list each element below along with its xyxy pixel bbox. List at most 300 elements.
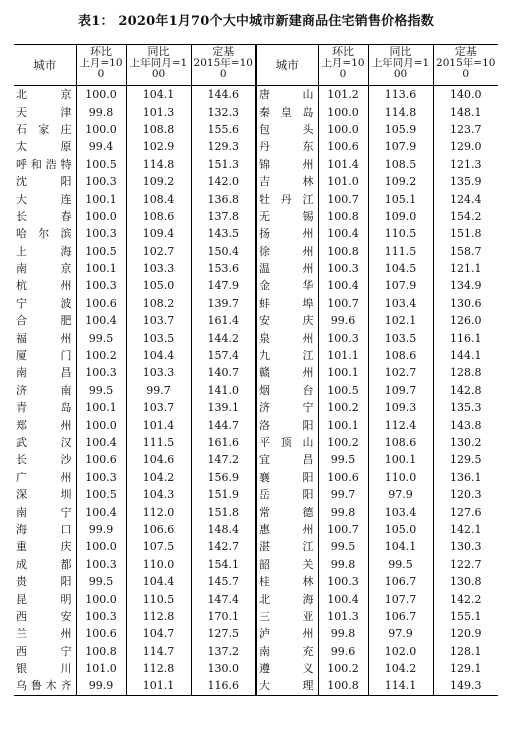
yoy-value-left: 108.8: [126, 121, 191, 138]
table-title: 表1： 2020年1月70个大中城市新建商品住宅销售价格指数: [78, 14, 434, 29]
base-value-left: 116.6: [191, 677, 256, 695]
base-value-right: 121.3: [433, 156, 498, 173]
base-value-left: 142.7: [191, 538, 256, 555]
city-name-left: 郑州: [16, 418, 72, 432]
yoy-value-left: 101.1: [126, 677, 191, 695]
city-name-left: 合肥: [16, 314, 72, 328]
table-row: [14, 243, 498, 260]
yoy-value-right: 109.0: [368, 208, 433, 225]
city-name-right: 惠州: [256, 521, 318, 538]
table-row: [14, 138, 498, 155]
mom-value-left: 100.1: [76, 190, 126, 207]
city-name-right: 宜昌: [256, 451, 318, 468]
yoy-value-left: 103.3: [126, 260, 191, 277]
mom-value-right: 100.5: [318, 382, 368, 399]
city-name-right: 襄阳: [256, 469, 318, 486]
mom-value-left: 99.8: [76, 103, 126, 120]
table-row: [14, 469, 498, 486]
city-name-right: 无锡: [256, 208, 318, 225]
mom-value-left: 99.5: [76, 573, 126, 590]
header-yoy-right: 同比: [368, 45, 433, 59]
mom-value-left: 101.0: [76, 660, 126, 677]
table-row: [14, 103, 498, 120]
city-name-left: 成都: [16, 557, 72, 571]
mom-value-right: 100.4: [318, 590, 368, 607]
mom-value-left: 100.3: [76, 469, 126, 486]
base-value-right: 129.5: [433, 451, 498, 468]
city-name-left: 天津: [16, 105, 72, 119]
base-value-left: 148.4: [191, 521, 256, 538]
header-city-right: 城市: [256, 45, 318, 86]
city-name-right: 秦皇岛: [256, 103, 318, 120]
header-mom-sub-right: 上月=100: [318, 58, 368, 86]
city-name-left: 武汉: [16, 436, 72, 449]
mom-value-right: 100.3: [318, 329, 368, 346]
city-name-right: 三亚: [256, 608, 318, 625]
city-name-left: 广州: [16, 470, 72, 484]
yoy-value-right: 108.6: [368, 434, 433, 451]
base-value-right: 128.1: [433, 643, 498, 660]
mom-value-right: 100.1: [318, 364, 368, 381]
table-row: [14, 625, 498, 642]
mom-value-right: 100.8: [318, 243, 368, 260]
city-name-left: 深圳: [16, 488, 72, 502]
yoy-value-right: 109.7: [368, 382, 433, 399]
yoy-value-right: 109.3: [368, 399, 433, 416]
mom-value-left: 100.4: [76, 312, 126, 329]
table-row: [14, 208, 498, 225]
city-name-right: 桂林: [256, 573, 318, 590]
base-value-right: 127.6: [433, 503, 498, 520]
base-value-right: 116.1: [433, 329, 498, 346]
mom-value-right: 101.3: [318, 608, 368, 625]
mom-value-right: 100.2: [318, 399, 368, 416]
mom-value-right: 100.4: [318, 225, 368, 242]
yoy-value-left: 109.2: [126, 173, 191, 190]
city-name-right: 烟台: [256, 382, 318, 399]
yoy-value-right: 102.0: [368, 643, 433, 660]
base-value-left: 153.6: [191, 260, 256, 277]
city-name-left: 南京: [16, 262, 72, 276]
city-name-left: 乌鲁木齐: [14, 677, 76, 695]
yoy-value-left: 102.9: [126, 138, 191, 155]
mom-value-left: 100.0: [76, 416, 126, 433]
table-row: [14, 399, 498, 416]
header-yoy-sub-left: 上年同月=100: [126, 58, 191, 86]
base-value-right: 130.8: [433, 573, 498, 590]
yoy-value-left: 103.7: [126, 312, 191, 329]
yoy-value-left: 112.8: [126, 660, 191, 677]
base-value-right: 151.8: [433, 225, 498, 242]
base-value-right: 148.1: [433, 103, 498, 120]
base-value-right: 121.1: [433, 260, 498, 277]
city-name-right: 金华: [256, 277, 318, 294]
yoy-value-left: 114.8: [126, 156, 191, 173]
city-name-left: 济南: [16, 383, 72, 397]
base-value-left: 157.4: [191, 347, 256, 364]
table-row: [14, 277, 498, 294]
base-value-right: 120.9: [433, 625, 498, 642]
mom-value-right: 101.1: [318, 347, 368, 364]
mom-value-left: 100.0: [76, 86, 126, 104]
city-name-left: 兰州: [16, 627, 72, 641]
mom-value-left: 99.9: [76, 521, 126, 538]
city-name-left: 贵阳: [16, 575, 72, 589]
city-name-right: 九江: [256, 347, 318, 364]
table-row: [14, 156, 498, 173]
table-row: [14, 503, 498, 520]
yoy-value-right: 107.7: [368, 590, 433, 607]
base-value-left: 161.4: [191, 312, 256, 329]
yoy-value-right: 105.9: [368, 121, 433, 138]
mom-value-right: 100.3: [318, 573, 368, 590]
mom-value-right: 100.7: [318, 190, 368, 207]
city-name-left: 石家庄: [16, 122, 72, 136]
yoy-value-left: 108.4: [126, 190, 191, 207]
base-value-left: 143.5: [191, 225, 256, 242]
city-name-right: 泸州: [256, 625, 318, 642]
city-name-right: 遵义: [256, 660, 318, 677]
city-name-left: 太原: [16, 140, 72, 154]
city-name-right: 泉州: [256, 329, 318, 346]
base-value-left: 170.1: [191, 608, 256, 625]
base-value-right: 134.9: [433, 277, 498, 294]
city-name-left: 长沙: [16, 453, 72, 467]
mom-value-left: 100.1: [76, 260, 126, 277]
yoy-value-left: 104.6: [126, 451, 191, 468]
city-name-right: 唐山: [256, 86, 318, 104]
mom-value-right: 100.7: [318, 295, 368, 312]
base-value-left: 161.6: [191, 434, 256, 451]
mom-value-right: 99.8: [318, 556, 368, 573]
base-value-left: 127.5: [191, 625, 256, 642]
city-name-left: 南宁: [16, 505, 72, 519]
table-row: [14, 573, 498, 590]
base-value-left: 129.3: [191, 138, 256, 155]
mom-value-right: 100.7: [318, 521, 368, 538]
city-name-left: 昆明: [16, 592, 72, 606]
yoy-value-left: 108.2: [126, 295, 191, 312]
city-name-right: 包头: [256, 121, 318, 138]
yoy-value-left: 104.2: [126, 469, 191, 486]
city-name-right: 丹东: [256, 138, 318, 155]
yoy-value-right: 111.5: [368, 243, 433, 260]
base-value-right: 149.3: [433, 677, 498, 695]
base-value-right: 130.2: [433, 434, 498, 451]
base-value-left: 151.3: [191, 156, 256, 173]
mom-value-left: 100.3: [76, 608, 126, 625]
table-row: [14, 521, 498, 538]
city-name-right: 徐州: [256, 243, 318, 260]
city-name-right: 南充: [256, 643, 318, 660]
city-name-right: 温州: [256, 260, 318, 277]
table-row: [14, 312, 498, 329]
base-value-left: 151.8: [191, 503, 256, 520]
mom-value-right: 100.2: [318, 660, 368, 677]
mom-value-left: 100.6: [76, 625, 126, 642]
yoy-value-right: 108.5: [368, 156, 433, 173]
mom-value-left: 100.6: [76, 295, 126, 312]
yoy-value-left: 110.0: [126, 556, 191, 573]
city-name-right: 安庆: [256, 312, 318, 329]
header-yoy-sub-right: 上年同月=100: [368, 58, 433, 86]
mom-value-right: 100.1: [318, 416, 368, 433]
mom-value-right: 99.8: [318, 625, 368, 642]
header-mom-left: 环比: [76, 45, 126, 59]
mom-value-left: 100.8: [76, 643, 126, 660]
mom-value-left: 100.3: [76, 225, 126, 242]
yoy-value-right: 106.7: [368, 608, 433, 625]
city-name-right: 济宁: [256, 399, 318, 416]
yoy-value-right: 114.8: [368, 103, 433, 120]
city-name-right: 扬州: [256, 225, 318, 242]
base-value-left: 154.1: [191, 556, 256, 573]
yoy-value-left: 108.6: [126, 208, 191, 225]
yoy-value-left: 104.7: [126, 625, 191, 642]
base-value-left: 156.9: [191, 469, 256, 486]
base-value-left: 147.2: [191, 451, 256, 468]
mom-value-left: 99.5: [76, 382, 126, 399]
yoy-value-left: 107.5: [126, 538, 191, 555]
base-value-right: 155.1: [433, 608, 498, 625]
base-value-right: 142.8: [433, 382, 498, 399]
city-name-left: 西宁: [16, 644, 72, 658]
yoy-value-left: 112.0: [126, 503, 191, 520]
yoy-value-left: 104.4: [126, 347, 191, 364]
mom-value-right: 99.7: [318, 486, 368, 503]
mom-value-left: 100.4: [76, 434, 126, 451]
base-value-left: 141.0: [191, 382, 256, 399]
base-value-right: 130.6: [433, 295, 498, 312]
base-value-left: 155.6: [191, 121, 256, 138]
header-yoy-left: 同比: [126, 45, 191, 59]
base-value-left: 137.8: [191, 208, 256, 225]
yoy-value-left: 105.0: [126, 277, 191, 294]
yoy-value-left: 104.3: [126, 486, 191, 503]
table-row: [14, 434, 498, 451]
yoy-value-right: 112.4: [368, 416, 433, 433]
yoy-value-right: 100.1: [368, 451, 433, 468]
yoy-value-left: 110.5: [126, 590, 191, 607]
yoy-value-right: 102.1: [368, 312, 433, 329]
base-value-right: 142.2: [433, 590, 498, 607]
mom-value-left: 100.0: [76, 121, 126, 138]
base-value-right: 142.1: [433, 521, 498, 538]
city-name-right: 韶关: [256, 556, 318, 573]
mom-value-left: 100.5: [76, 243, 126, 260]
city-name-left: 沈阳: [16, 175, 72, 189]
city-name-left: 银川: [16, 662, 72, 676]
yoy-value-left: 101.3: [126, 103, 191, 120]
city-name-left: 杭州: [16, 279, 72, 293]
mom-value-left: 100.3: [76, 277, 126, 294]
table-row: [14, 347, 498, 364]
mom-value-left: 100.5: [76, 486, 126, 503]
yoy-value-right: 99.5: [368, 556, 433, 573]
table-row: [14, 416, 498, 433]
yoy-value-left: 99.7: [126, 382, 191, 399]
mom-value-left: 100.0: [76, 208, 126, 225]
base-value-left: 144.7: [191, 416, 256, 433]
city-name-right: 湛江: [256, 538, 318, 555]
city-name-right: 牡丹江: [256, 190, 318, 207]
city-name-left: 上海: [16, 244, 72, 258]
mom-value-left: 100.3: [76, 173, 126, 190]
header-base-right: 定基: [433, 45, 498, 59]
mom-value-right: 100.0: [318, 103, 368, 120]
yoy-value-left: 104.1: [126, 86, 191, 104]
yoy-value-left: 104.4: [126, 573, 191, 590]
city-name-left: 长春: [16, 209, 72, 223]
base-value-right: 124.4: [433, 190, 498, 207]
price-index-table: [14, 44, 498, 696]
base-value-left: 145.7: [191, 573, 256, 590]
base-value-right: 129.1: [433, 660, 498, 677]
base-value-right: 143.8: [433, 416, 498, 433]
city-name-left: 呼和浩特: [16, 157, 72, 171]
base-value-left: 137.2: [191, 643, 256, 660]
mom-value-right: 100.8: [318, 208, 368, 225]
table-row: [14, 382, 498, 399]
base-value-left: 142.0: [191, 173, 256, 190]
yoy-value-right: 107.9: [368, 138, 433, 155]
table-row: [14, 451, 498, 468]
yoy-value-right: 109.2: [368, 173, 433, 190]
table-row: [14, 556, 498, 573]
table-row: [14, 329, 498, 346]
base-value-left: 140.7: [191, 364, 256, 381]
mom-value-left: 100.3: [76, 556, 126, 573]
base-value-left: 144.6: [191, 86, 256, 104]
mom-value-left: 100.6: [76, 451, 126, 468]
mom-value-right: 100.0: [318, 121, 368, 138]
yoy-value-right: 104.2: [368, 660, 433, 677]
header-mom-sub-left: 上月=100: [76, 58, 126, 86]
city-name-left: 福州: [16, 331, 72, 345]
header-mom-right: 环比: [318, 45, 368, 59]
mom-value-right: 100.4: [318, 277, 368, 294]
mom-value-left: 100.0: [76, 538, 126, 555]
yoy-value-right: 104.1: [368, 538, 433, 555]
base-value-left: 139.7: [191, 295, 256, 312]
table-row: [14, 173, 498, 190]
yoy-value-right: 105.0: [368, 521, 433, 538]
mom-value-right: 100.2: [318, 434, 368, 451]
mom-value-right: 101.2: [318, 86, 368, 104]
mom-value-left: 100.1: [76, 399, 126, 416]
mom-value-right: 100.3: [318, 260, 368, 277]
table-row: [14, 486, 498, 503]
city-name-right: 岳阳: [256, 486, 318, 503]
mom-value-left: 100.3: [76, 364, 126, 381]
yoy-value-right: 114.1: [368, 677, 433, 695]
mom-value-left: 99.5: [76, 329, 126, 346]
base-value-left: 139.1: [191, 399, 256, 416]
city-name-left: 哈尔滨: [16, 227, 72, 241]
table-row: [14, 86, 498, 104]
city-name-left: 宁波: [16, 296, 72, 310]
city-name-right: 常德: [256, 503, 318, 520]
yoy-value-right: 108.6: [368, 347, 433, 364]
mom-value-right: 99.5: [318, 451, 368, 468]
base-value-right: 120.3: [433, 486, 498, 503]
base-value-right: 144.1: [433, 347, 498, 364]
base-value-left: 151.9: [191, 486, 256, 503]
city-name-left: 北京: [16, 88, 72, 102]
yoy-value-right: 103.4: [368, 295, 433, 312]
header-base-left: 定基: [191, 45, 256, 59]
city-name-right: 平顶山: [256, 434, 318, 451]
yoy-value-right: 103.4: [368, 503, 433, 520]
yoy-value-left: 103.5: [126, 329, 191, 346]
table-row: [14, 364, 498, 381]
table-row: [14, 590, 498, 607]
table-row: [14, 608, 498, 625]
table-body: [14, 86, 498, 696]
yoy-value-left: 106.6: [126, 521, 191, 538]
city-name-right: 吉林: [256, 173, 318, 190]
yoy-value-left: 102.7: [126, 243, 191, 260]
city-name-left: 厦门: [16, 349, 72, 363]
city-name-right: 赣州: [256, 364, 318, 381]
yoy-value-right: 97.9: [368, 486, 433, 503]
header-city-left: 城市: [14, 45, 76, 86]
city-name-left: 大连: [16, 192, 72, 206]
city-name-left: 西安: [16, 609, 72, 623]
yoy-value-right: 103.5: [368, 329, 433, 346]
mom-value-right: 101.4: [318, 156, 368, 173]
base-value-right: 135.9: [433, 173, 498, 190]
table-row: [14, 295, 498, 312]
base-value-left: 132.3: [191, 103, 256, 120]
city-name-left: 青岛: [16, 401, 72, 415]
yoy-value-left: 111.5: [126, 434, 191, 451]
city-name-left: 南昌: [16, 366, 72, 380]
mom-value-right: 100.8: [318, 677, 368, 695]
mom-value-left: 99.4: [76, 138, 126, 155]
mom-value-right: 100.6: [318, 469, 368, 486]
mom-value-left: 100.2: [76, 347, 126, 364]
yoy-value-left: 109.4: [126, 225, 191, 242]
yoy-value-right: 105.1: [368, 190, 433, 207]
mom-value-right: 99.6: [318, 312, 368, 329]
table-row: [14, 677, 498, 695]
table-row: [14, 660, 498, 677]
header-base-sub-left: 2015年=100: [191, 58, 256, 86]
base-value-left: 150.4: [191, 243, 256, 260]
mom-value-right: 101.0: [318, 173, 368, 190]
base-value-right: 135.3: [433, 399, 498, 416]
city-name-right: 蚌埠: [256, 295, 318, 312]
base-value-right: 126.0: [433, 312, 498, 329]
table-row: [14, 643, 498, 660]
city-name-left: 重庆: [16, 540, 72, 554]
base-value-left: 136.8: [191, 190, 256, 207]
mom-value-left: 100.0: [76, 590, 126, 607]
city-name-right: 北海: [256, 590, 318, 607]
base-value-right: 154.2: [433, 208, 498, 225]
mom-value-right: 99.5: [318, 538, 368, 555]
yoy-value-left: 112.8: [126, 608, 191, 625]
base-value-right: 128.8: [433, 364, 498, 381]
base-value-right: 122.7: [433, 556, 498, 573]
base-value-right: 129.0: [433, 138, 498, 155]
base-value-left: 130.0: [191, 660, 256, 677]
yoy-value-right: 110.5: [368, 225, 433, 242]
yoy-value-right: 104.5: [368, 260, 433, 277]
yoy-value-left: 103.3: [126, 364, 191, 381]
table-row: [14, 225, 498, 242]
